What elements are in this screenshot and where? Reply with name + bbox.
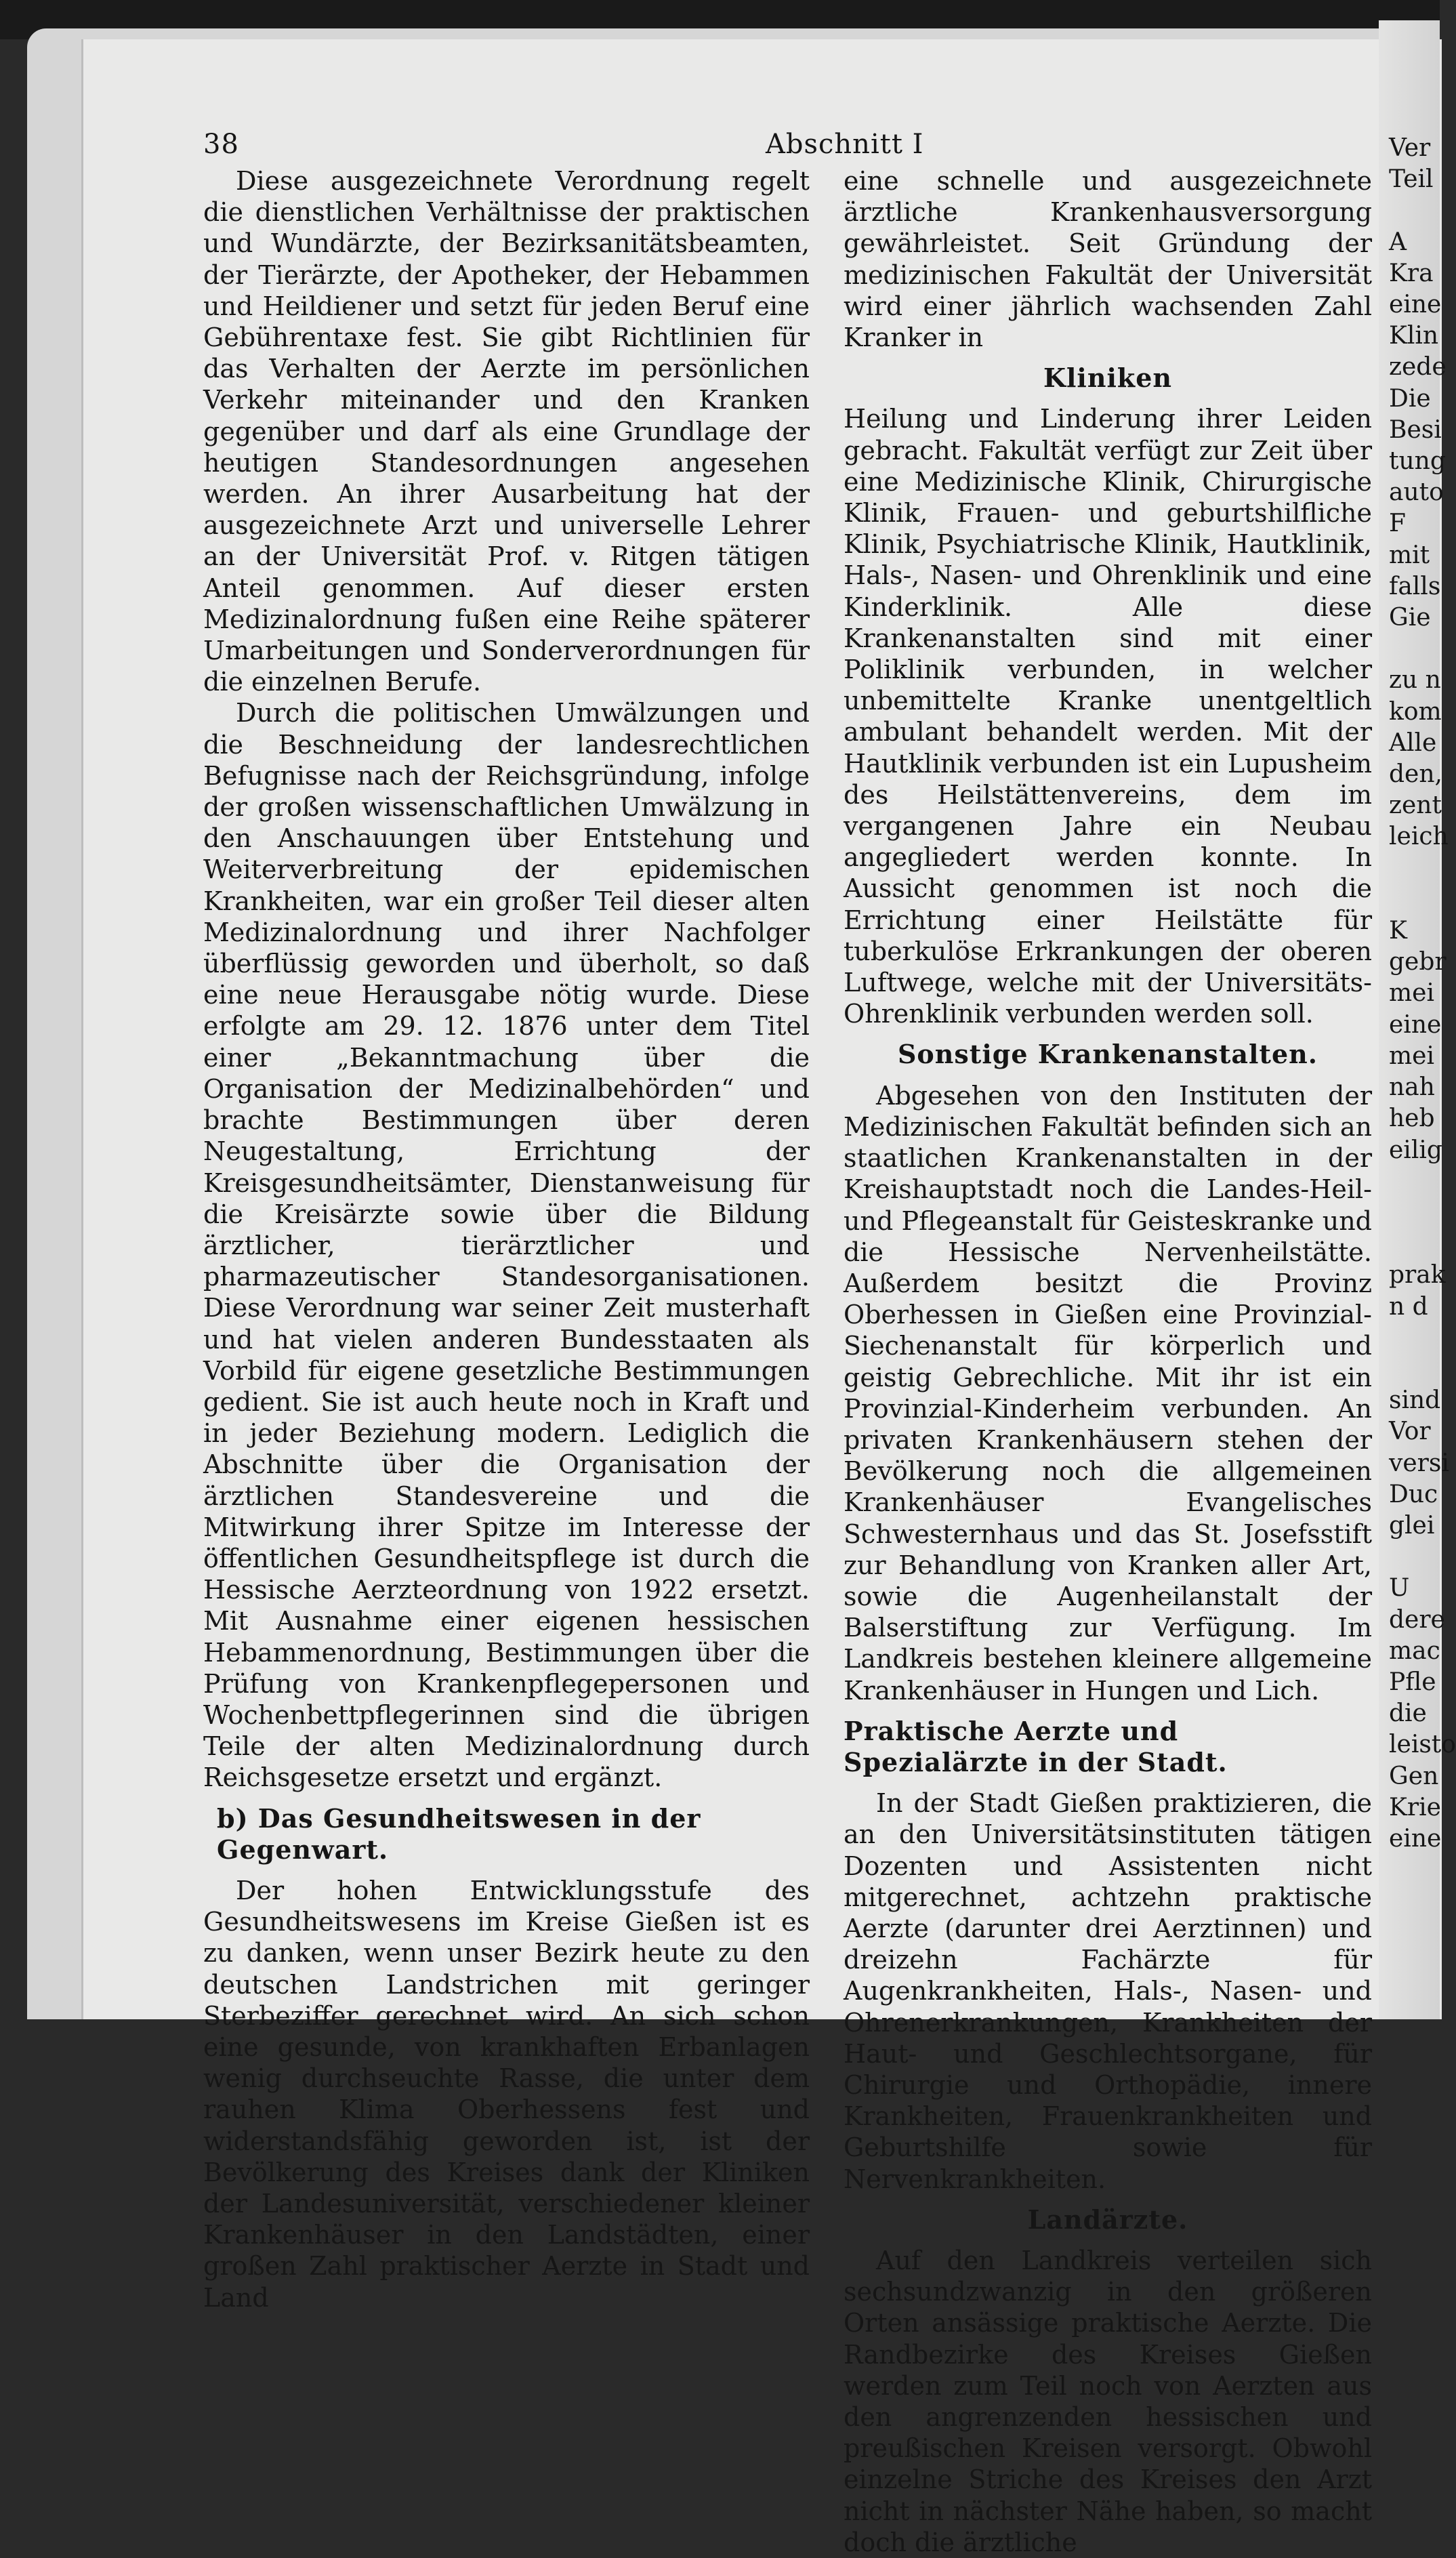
right-paragraph-5: Auf den Landkreis verteilen sich sechsundzwanzig in den größeren Orten ansässige praktische Aerzte. Die Randbezirke des Kreises Gießen werden zum Teil noch von Aerzten aus den angrenzenden hessischen und preußischen Kreisen versorgt. Obwohl einzelne Striche des Kreises den Arzt nicht in nächster Nähe haben, so macht doch die ärztliche xyxy=(844,2246,1372,2557)
facing-page-fragment: dere xyxy=(1389,1605,1445,1634)
facing-page-fragment: Gen xyxy=(1389,1762,1439,1790)
facing-page-fragment: Teil xyxy=(1389,165,1434,194)
right-paragraph-3: Abgesehen von den Instituten der Medizinischen Fakultät befinden sich an staatlichen Krankenanstalten in der Kreishauptstadt noch die Landes-Heil- und Pflegeanstalt für Geisteskranke und die Hessische Nervenheilstätte. Außerdem besitzt die Provinz Oberhessen in Gießen eine Provinzial-Siechenanstalt für körperlich und geistig Gebrechliche. Mit ihr ist ein Provinzial-Kinderheim verbunden. An privaten Krankenhäusern stehen der Bevölkerung noch die allgemeinen Krankenhäuser Evangelisches Schwesternhaus und das St. Josefsstift zur Behandlung von Kranken aller Art, sowie die Augenheilanstalt der Balserstiftung zur Verfügung. Im Landkreis bestehen kleinere allgemeine Krankenhäuser in Hungen und Lich. xyxy=(844,1080,1372,1706)
left-paragraph-1: Diese ausgezeichnete Verordnung regelt die dienstlichen Verhältnisse der praktischen und Wundärzte, der Bezirksanitätsbeamten, der Tierärzte, der Apotheker, der Hebammen und Heildiener und setzt für jeden Beruf eine Gebührentaxe fest. Sie gibt Richtlinien für das Verhalten der Aerzte im persönlichen Verkehr miteinander und den Kranken gegenüber und darf als eine Grundlage der heutigen Standesordnungen angesehen werden. An ihrer Ausarbeitung hat der ausgezeichnete Arzt und universelle Lehrer an der Universität Prof. v. Ritgen tätigen Anteil genommen. Auf dieser ersten Medizinalordnung fußen eine Reihe späterer Umarbeitungen und Sonderverordnungen für die einzelnen Berufe. xyxy=(203,166,810,697)
facing-page-fragment: Alle xyxy=(1389,728,1437,757)
facing-page-fragment: mac xyxy=(1389,1636,1440,1665)
left-paragraph-2: Durch die politischen Umwälzungen und die Beschneidung der landesrechtlichen Befugnisse nach der Reichsgründung, infolge der großen wissenschaftlichen Umwälzung in den Anschauungen über Entstehung und Weiterverbreitung der epidemischen Krankheiten, war ein großer Teil dieser alten Medizinalordnung und ihrer Nachfolger überflüssig geworden und überholt, so daß eine neue Herausgabe nötig wurde. Diese erfolgte am 29. 12. 1876 unter dem Titel einer „Bekanntmachung über die Organisation der Medizinalbehörden“ und brachte Bestimmungen über deren Neugestaltung, Errichtung der Kreisgesundheitsämter, Dienstanweisung für die Kreisärzte sowie über die Bildung ärztlicher, tierärztlicher und pharmazeutischer Standesorganisationen. Diese Verordnung war seiner Zeit musterhaft und hat vielen anderen Bundesstaaten als Vorbild für eigene gesetzliche Bestimmungen gedient. Sie ist auch heute noch in Kraft und in jeder Beziehung modern. Lediglich die Abschnitte über die Organisation der ärztlichen Standesvereine und die Mitwirkung ihrer Spitze im Interesse der öffentlichen Gesundheitspflege ist durch die Hessische Aerzteordnung von 1922 ersetzt. Mit Ausnahme einer eigenen hessischen Hebammenordnung, Bestimmungen über die Prüfung von Krankenpflegepersonen und Wochenbettpflegerinnen sind die übrigen Teile der alten Medizinalordnung durch Reichsgesetze ersetzt und ergänzt. xyxy=(203,698,810,1793)
facing-page-fragment: den, xyxy=(1389,760,1442,789)
facing-page-fragment: Pfle xyxy=(1389,1668,1436,1696)
left-column xyxy=(203,165,810,2313)
facing-page-fragment: mit xyxy=(1389,541,1430,569)
facing-page-fragment: auto xyxy=(1389,478,1444,507)
facing-page-fragment: U xyxy=(1389,1574,1410,1603)
facing-page-fragment: Gie xyxy=(1389,604,1431,632)
facing-page-fragment: Ver xyxy=(1389,134,1431,162)
facing-page-fragment: nah xyxy=(1389,1073,1435,1102)
facing-page-fragment: Die xyxy=(1389,384,1431,413)
facing-page-fragment: glei xyxy=(1389,1511,1435,1540)
facing-page-fragment xyxy=(1389,1542,1440,1573)
facing-page-fragment: leich xyxy=(1389,823,1449,851)
heading-sonstige-krankenanstalten: Sonstige Krankenanstalten. xyxy=(897,1039,1318,1070)
facing-page-fragment: zent xyxy=(1389,791,1442,820)
heading-praktische-aerzte: Praktische Aerzte und Spezialärzte in der Stadt. xyxy=(844,1715,1228,1777)
heading-kliniken: Kliniken xyxy=(1043,363,1173,394)
facing-page-fragment: Kra xyxy=(1389,259,1434,287)
facing-page-fragment: eine xyxy=(1389,1824,1442,1853)
page-number: 38 xyxy=(203,129,239,160)
facing-page-fragment: K xyxy=(1389,917,1407,945)
facing-page-fragment: falls xyxy=(1389,572,1441,600)
right-paragraph-4: In der Stadt Gießen praktizieren, die an den Universitätsinstituten tätigen Dozenten und Assistenten nicht mitgerechnet, achtzehn praktische Aerzte (darunter drei Aerztinnen) und dreizehn Fachärzte für Augenkrankheiten, Hals-, Nasen- und Ohrenerkrankungen, Krankheiten der Haut- und Geschlechtsorgane, für Chirurgie und Orthopädie, innere Krankheiten, Frauenkrankheiten und Geburtshilfe sowie für Nervenkrankheiten. xyxy=(844,1788,1372,2194)
facing-page-fragment: Vor xyxy=(1389,1418,1431,1446)
left-paragraph-3: Der hohen Entwicklungsstufe des Gesundheitswesens im Kreise Gießen ist es zu danken, wenn unser Bezirk heute zu den deutschen Landstrichen mit geringer Sterbeziffer gerechnet wird. An sich schon eine gesunde, von krankhaften Erbanlagen wenig durchseuchte Rasse, die unter dem rauhen Klima Oberhessens fest und widerstandsfähig geworden ist, ist der Bevölkerung des Kreises dank der Kliniken der Landesuniversität, verschiedener kleiner Krankenhäuser in den Landstädten, einer großen Zahl praktischer Aerzte in Stadt und Land xyxy=(203,1875,810,2313)
facing-page-fragment: mei xyxy=(1389,1041,1434,1070)
facing-page-fragment: Krie xyxy=(1389,1793,1441,1821)
facing-page-fragment xyxy=(1389,634,1440,665)
facing-page-fragment xyxy=(1389,1323,1440,1354)
facing-page-fragment: eilig xyxy=(1389,1136,1442,1164)
facing-page-fragment xyxy=(1389,1166,1440,1197)
right-paragraph-2: Heilung und Linderung ihrer Leiden gebracht. Fakultät verfügt zur Zeit über eine Medizinische Klinik, Chirurgische Klinik, Frauen- und geburtshilfliche Klinik, Psychiatrische Klinik, Hautklinik, Hals-, Nasen- und Ohrenklinik und eine Kinderklinik. Alle diese Krankenanstalten sind mit einer Poliklinik verbunden, in welcher unbemittelte Kranke unentgeltlich ambulant behandelt werden. Mit der Hautklinik verbunden ist ein Lupusheim des Heilstättenvereins, dem im vergangenen Jahre ein Neubau angegliedert werden konnte. In Aussicht genommen ist noch die Errichtung einer Heilstätte für tuberkulöse Erkrankungen der oberen Luftwege, welche mit der Universitäts-Ohrenklinik verbunden werden soll. xyxy=(844,404,1372,1029)
heading-gesundheitswesen: b) Das Gesundheitswesen in der Gegenwart. xyxy=(217,1802,701,1865)
facing-page-fragment: zu n xyxy=(1389,666,1441,695)
facing-page-fragment xyxy=(1389,195,1440,226)
facing-page-fragment: Duc xyxy=(1389,1480,1438,1508)
facing-page-fragment xyxy=(1389,1197,1440,1229)
right-column xyxy=(844,165,1372,2558)
facing-page-fragment: eine xyxy=(1389,1010,1442,1039)
facing-page-fragment: die xyxy=(1389,1699,1427,1728)
facing-page-fragment: tung xyxy=(1389,447,1446,476)
facing-page-fragment: gebr xyxy=(1389,948,1447,976)
facing-page-fragment: mei xyxy=(1389,979,1434,1008)
heading-landaerzte: Landärzte. xyxy=(1027,2204,1188,2235)
facing-page-fragment xyxy=(1389,1354,1440,1385)
facing-page-fragment: versi xyxy=(1389,1449,1449,1477)
facing-page-fragment: prak xyxy=(1389,1261,1446,1290)
facing-page-fragment: heb xyxy=(1389,1105,1435,1133)
facing-page-fragment: kom xyxy=(1389,697,1442,726)
facing-page-fragment: A xyxy=(1389,228,1407,256)
facing-page-fragment: eine xyxy=(1389,291,1442,319)
facing-page-fragment: F xyxy=(1389,510,1406,538)
facing-page-fragment xyxy=(1389,853,1440,884)
facing-page-fragment xyxy=(1389,1229,1440,1260)
facing-page-fragment: n d xyxy=(1389,1292,1428,1321)
facing-page-fragment: Klin xyxy=(1389,322,1439,350)
right-paragraph-1: eine schnelle und ausgezeichnete ärztliche Krankenhausversorgung gewährleistet. Seit Gründung der medizinischen Fakultät der Universität wird einer jährlich wachsenden Zahl Kranker in xyxy=(844,166,1372,353)
facing-page-fragment xyxy=(1389,884,1440,915)
facing-page-fragment: Besi xyxy=(1389,415,1442,444)
facing-page-fragment: sind xyxy=(1389,1386,1441,1415)
facing-page-fragment: zede xyxy=(1389,353,1447,381)
facing-page-fragments xyxy=(1389,133,1456,1855)
facing-page-fragment: leisto xyxy=(1389,1731,1456,1759)
section-header: Abschnitt I xyxy=(766,129,924,160)
